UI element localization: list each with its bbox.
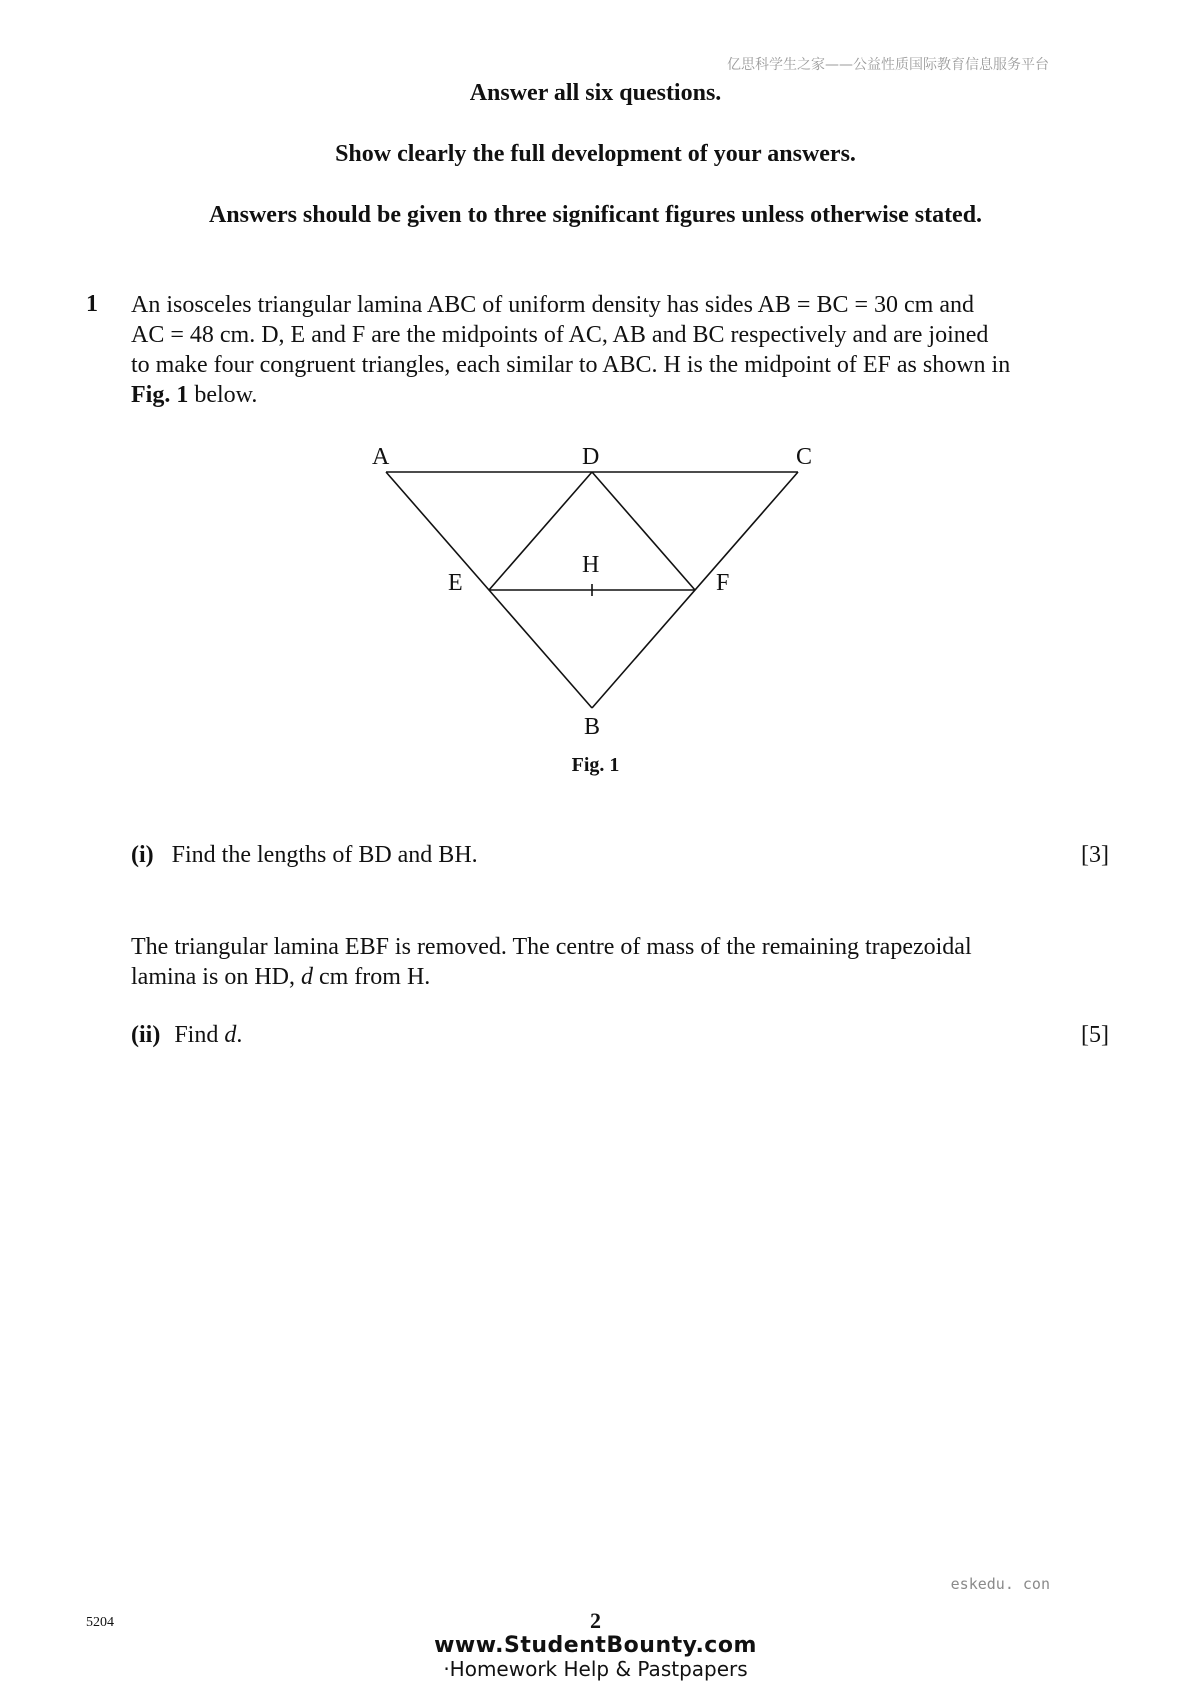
- segment-DF: [592, 472, 695, 590]
- instruction-1: Answer all six questions.: [469, 80, 722, 106]
- label-D: D: [582, 444, 600, 470]
- label-E: E: [448, 570, 463, 596]
- intro-tail: below.: [188, 382, 258, 408]
- figure-caption: Fig. 1: [571, 754, 620, 776]
- question-intro: [131, 290, 1111, 410]
- middle-tail: cm from H.: [312, 964, 431, 990]
- instruction-2: Show clearly the full development of your answers.: [335, 141, 856, 167]
- part-ii-label: (ii): [131, 1022, 161, 1048]
- part-ii-text: [174, 1022, 242, 1048]
- label-B: B: [584, 714, 601, 740]
- middle-line-2: [131, 962, 1111, 992]
- studentbounty-logo-line-1: www.StudentBounty.com: [434, 1633, 757, 1658]
- question-number: 1: [86, 291, 98, 317]
- eskedu-watermark: eskedu. con: [950, 1575, 1050, 1593]
- page-number: 2: [590, 1608, 601, 1633]
- intro-line-3: to make four congruent triangles, each similar to ABC. H is the midpoint of EF as shown in: [131, 352, 1011, 378]
- intro-line-2: AC = 48 cm. D, E and F are the midpoints of AC, AB and BC respectively and are joined: [131, 322, 989, 348]
- fig-reference: Fig. 1: [131, 382, 189, 408]
- segment-DE: [489, 472, 592, 590]
- part-ii-marks: [5]: [1081, 1022, 1109, 1048]
- middle-line-2-text: lamina is on HD,: [131, 964, 301, 990]
- label-F: F: [716, 570, 730, 596]
- watermark-top: 亿思科学生之家——公益性质国际教育信息服务平台: [727, 57, 1049, 73]
- intro-line-1: An isosceles triangular lamina ABC of uniform density has sides AB = BC = 30 cm and: [131, 292, 974, 318]
- question-middle: [131, 932, 1111, 992]
- middle-variable: d: [300, 964, 313, 990]
- part-i: [131, 842, 478, 869]
- intro-line-4: [131, 380, 1111, 410]
- label-C: C: [796, 444, 813, 470]
- part-ii-tail: .: [236, 1022, 243, 1048]
- instruction-3: Answers should be given to three significant figures unless otherwise stated.: [208, 202, 983, 228]
- part-i-label: (i): [131, 842, 154, 868]
- middle-line-1: The triangular lamina EBF is removed. The centre of mass of the remaining trapezoidal: [131, 934, 972, 960]
- studentbounty-logo-line-2: ·Homework Help & Pastpapers: [443, 1657, 748, 1681]
- label-A: A: [372, 444, 390, 470]
- part-i-text: Find the lengths of BD and BH.: [171, 842, 478, 868]
- part-i-marks: [3]: [1081, 842, 1109, 868]
- figure-1-triangle-diagram: [350, 430, 830, 750]
- label-H: H: [582, 552, 600, 578]
- paper-code: 5204: [86, 1615, 114, 1630]
- part-ii: [131, 1022, 242, 1049]
- part-ii-text-main: Find: [174, 1022, 225, 1048]
- part-ii-variable: d: [224, 1022, 237, 1048]
